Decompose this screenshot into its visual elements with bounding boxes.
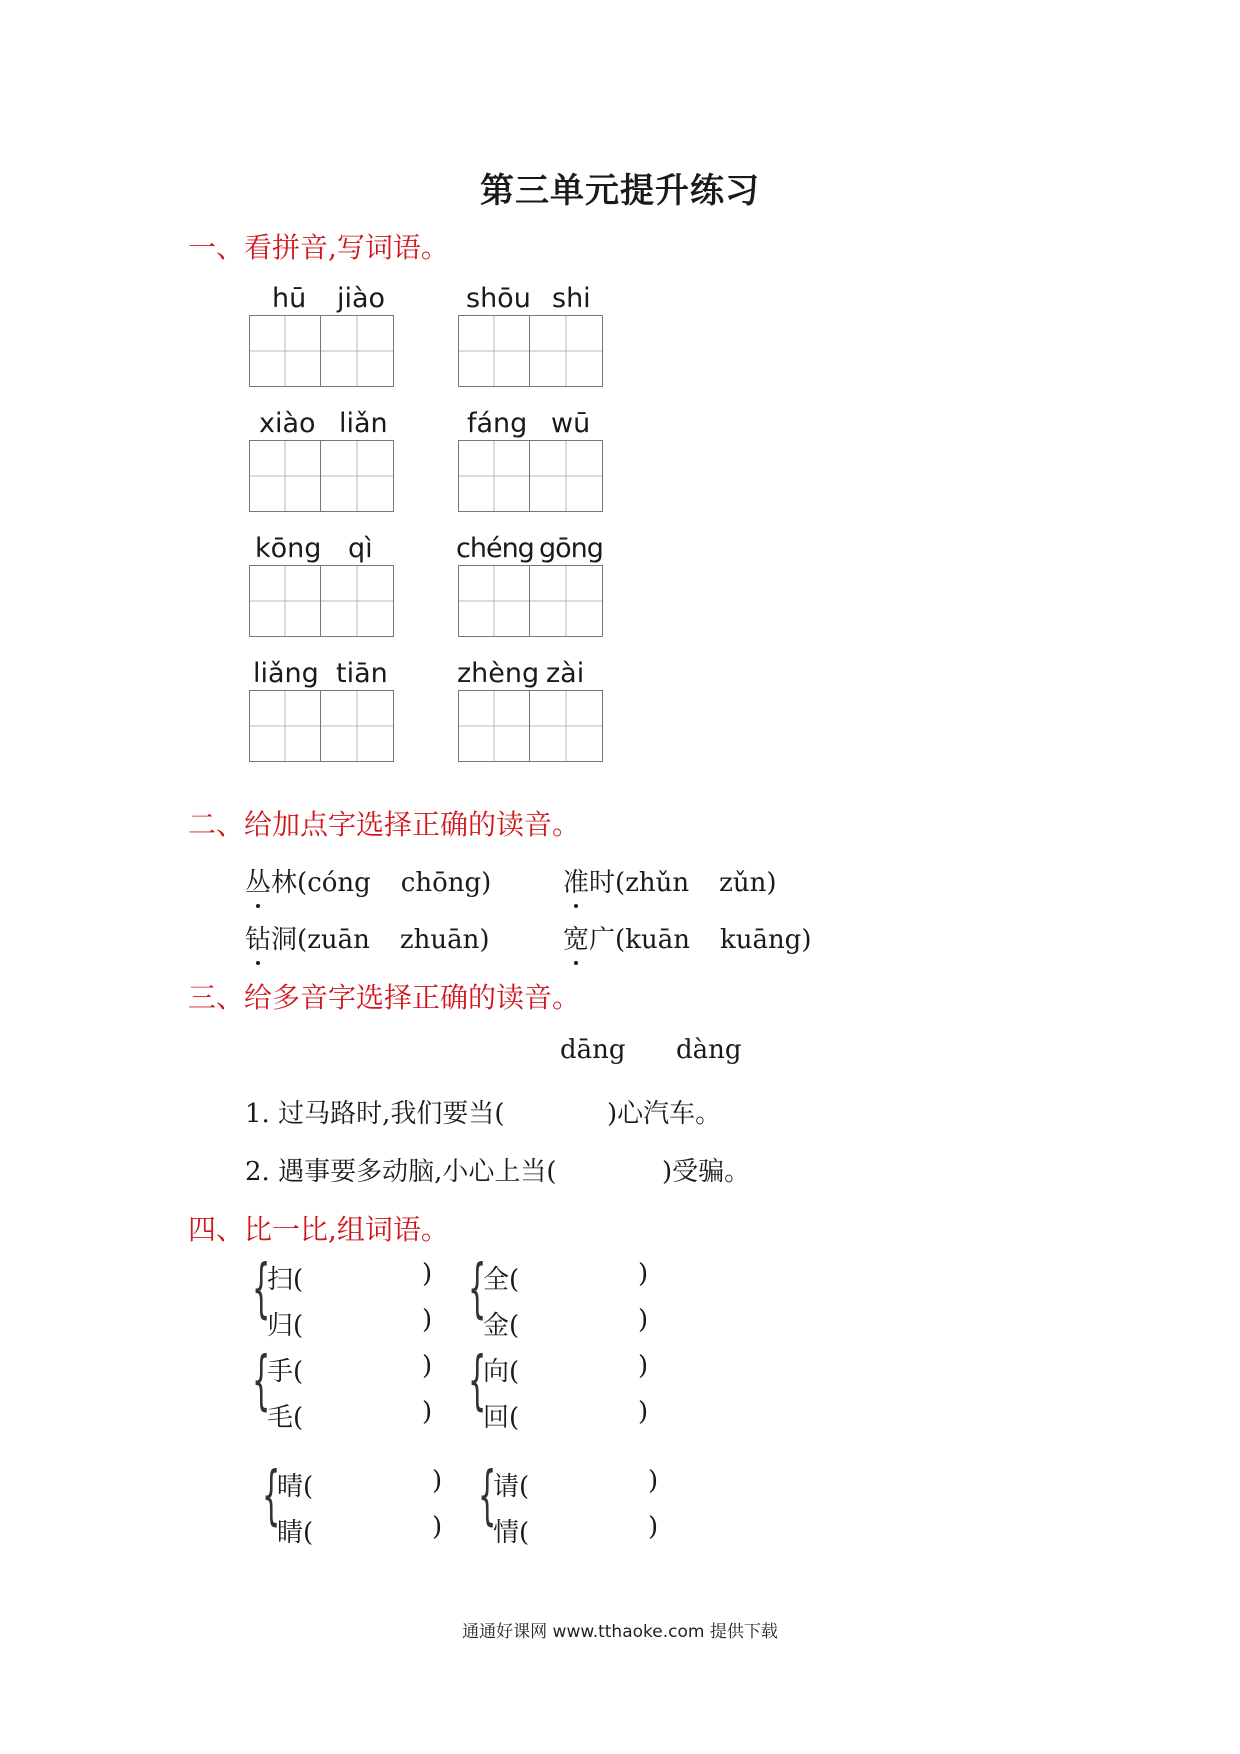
reading-option[interactable]: chōng	[400, 868, 482, 898]
dotted-char: 准	[563, 862, 589, 899]
tianzige-pair	[249, 565, 394, 637]
reading-option[interactable]: zhǔn	[625, 868, 690, 898]
pinyin: fáng	[467, 408, 528, 439]
writing-box[interactable]	[249, 315, 321, 387]
pinyin: chéng	[456, 533, 534, 564]
compare-entry: 情( )	[493, 1512, 659, 1548]
compare-entry: 睛( )	[277, 1512, 443, 1548]
pinyin: qì	[348, 533, 373, 564]
brace-icon: {	[252, 1252, 271, 1326]
writing-box[interactable]	[249, 440, 321, 512]
word-rest: 时	[589, 868, 616, 898]
writing-box[interactable]	[249, 690, 321, 762]
section3-heading: 三、给多音字选择正确的读音。	[188, 981, 581, 1014]
polyphone-option: dàng	[676, 1035, 742, 1065]
reading-option[interactable]: zhuān	[399, 925, 480, 955]
pinyin: kōng	[255, 533, 322, 564]
pinyin: shi	[552, 283, 591, 314]
footer-source: 通通好课网 www.tthaoke.com 提供下载	[462, 1622, 778, 1642]
compare-entry: 手( )	[267, 1351, 433, 1387]
reading-item: 准时(zhǔn zǔn)	[563, 862, 776, 899]
dotted-char: 丛	[245, 862, 271, 899]
pinyin: hū	[272, 283, 307, 314]
word-rest: 林	[271, 868, 298, 898]
tianzige-pair	[458, 315, 603, 387]
pinyin: jiào	[337, 283, 386, 314]
pinyin: zhèng	[457, 658, 540, 689]
pinyin: gōng	[539, 533, 603, 564]
section1-heading: 一、看拼音,写词语。	[188, 231, 449, 264]
reading-option[interactable]: cóng	[307, 868, 371, 898]
page-title: 第三单元提升练习	[480, 171, 760, 211]
answer-blank-1[interactable]	[543, 1093, 609, 1127]
answer-blank-2[interactable]	[598, 1151, 664, 1185]
pinyin: wū	[551, 408, 591, 439]
dotted-char: 钻	[245, 919, 271, 956]
reading-option[interactable]: kuāng	[719, 925, 802, 955]
question-2-part-a: 2. 遇事要多动脑,小心上当(	[245, 1157, 557, 1187]
tianzige-pair	[458, 690, 603, 762]
writing-box[interactable]	[321, 315, 394, 387]
writing-box[interactable]	[321, 690, 394, 762]
writing-box[interactable]	[530, 690, 603, 762]
pinyin: tiān	[336, 658, 388, 689]
section2-heading: 二、给加点字选择正确的读音。	[188, 808, 581, 841]
polyphone-option: dāng	[560, 1035, 626, 1065]
reading-item: 丛林(cóng chōng)	[245, 862, 491, 899]
compare-entry: 金( )	[483, 1305, 649, 1341]
compare-entry: 全( )	[483, 1259, 649, 1295]
writing-box[interactable]	[321, 440, 394, 512]
writing-box[interactable]	[249, 565, 321, 637]
pinyin: zài	[546, 658, 585, 689]
reading-option[interactable]: kuān	[625, 925, 690, 955]
writing-box[interactable]	[530, 315, 603, 387]
compare-entry: 请( )	[493, 1466, 659, 1502]
compare-entry: 晴( )	[277, 1466, 443, 1502]
writing-box[interactable]	[530, 440, 603, 512]
section4-heading: 四、比一比,组词语。	[188, 1213, 449, 1246]
writing-box[interactable]	[458, 565, 530, 637]
pinyin: shōu	[466, 283, 531, 314]
question-2-part-b: )受骗。	[662, 1157, 751, 1187]
compare-entry: 归( )	[267, 1305, 433, 1341]
brace-icon: {	[478, 1459, 497, 1533]
question-1-part-b: )心汽车。	[607, 1099, 722, 1129]
word-rest: 洞	[271, 925, 298, 955]
pinyin: xiào	[259, 408, 316, 439]
word-rest: 广	[589, 925, 616, 955]
tianzige-pair	[249, 315, 394, 387]
compare-entry: 向( )	[483, 1351, 649, 1387]
writing-box[interactable]	[458, 440, 530, 512]
reading-item: 钻洞(zuān zhuān)	[245, 919, 489, 956]
reading-option[interactable]: zǔn	[719, 868, 767, 898]
tianzige-pair	[249, 690, 394, 762]
brace-icon: {	[468, 1344, 487, 1418]
tianzige-pair	[458, 440, 603, 512]
brace-icon: {	[262, 1459, 281, 1533]
pinyin: liǎn	[339, 408, 388, 439]
pinyin: liǎng	[253, 658, 319, 689]
question-1-part-a: 1. 过马路时,我们要当(	[245, 1099, 505, 1129]
compare-entry: 扫( )	[267, 1259, 433, 1295]
tianzige-pair	[458, 565, 603, 637]
reading-item: 宽广(kuān kuāng)	[563, 919, 811, 956]
writing-box[interactable]	[530, 565, 603, 637]
compare-entry: 毛( )	[267, 1397, 433, 1433]
tianzige-pair	[249, 440, 394, 512]
dotted-char: 宽	[563, 919, 589, 956]
brace-icon: {	[252, 1344, 271, 1418]
writing-box[interactable]	[321, 565, 394, 637]
writing-box[interactable]	[458, 315, 530, 387]
brace-icon: {	[468, 1252, 487, 1326]
compare-entry: 回( )	[483, 1397, 649, 1433]
writing-box[interactable]	[458, 690, 530, 762]
reading-option[interactable]: zuān	[307, 925, 370, 955]
